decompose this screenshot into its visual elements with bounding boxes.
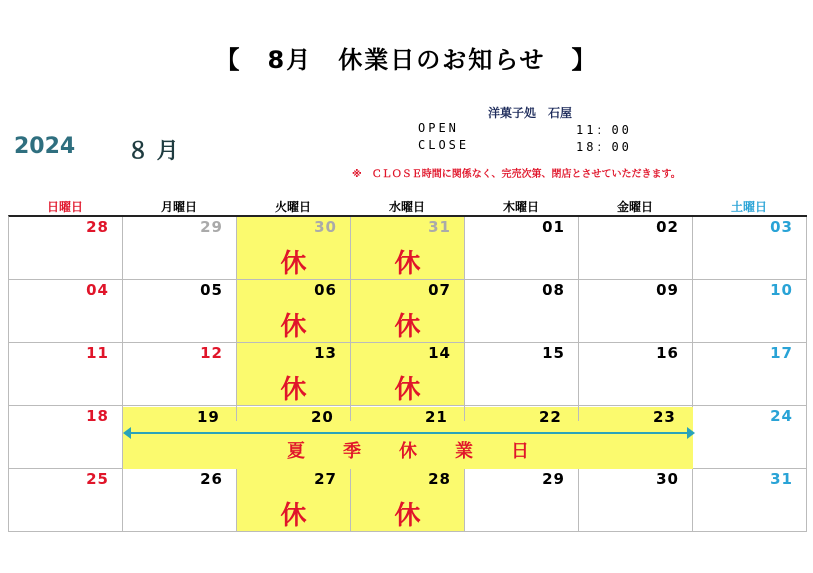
cell-divider [236,407,237,421]
day-cell [123,343,237,406]
closed-mark: 休 [394,375,421,405]
day-number: 03 [770,218,793,236]
day-cell [693,406,807,469]
day-number: 20 [311,408,334,426]
day-cell [123,217,237,280]
day-number: 10 [770,281,793,299]
day-cell [579,217,693,280]
close-hours-row [418,138,648,155]
calendar [8,194,806,531]
day-number: 15 [542,344,565,362]
closed-mark: 休 [394,312,421,342]
day-number: 31 [770,470,793,488]
day-number: 23 [653,408,676,426]
closed-mark: 休 [280,312,307,342]
day-number: 05 [200,281,223,299]
day-cell [9,469,123,532]
day-number: 29 [542,470,565,488]
day-cell [237,217,351,280]
day-cell [9,406,123,469]
day-number: 19 [197,408,220,426]
open-hours-row [418,121,648,138]
day-cell [579,469,693,532]
closed-mark: 休 [280,501,307,531]
day-number: 27 [314,470,337,488]
day-cell [693,280,807,343]
day-number: 14 [428,344,451,362]
double-arrow-icon [129,432,689,434]
day-number: 08 [542,281,565,299]
day-cell [693,469,807,532]
weekday-2: 火曜日 [274,200,311,214]
calendar-year: 2024 [14,134,76,159]
day-cell [465,469,579,532]
weekday-0: 日曜日 [46,200,83,214]
day-cell [237,343,351,406]
cell-divider [464,407,465,421]
summer-holiday-banner [123,407,693,469]
open-label: OPEN [418,121,459,135]
day-number: 16 [656,344,679,362]
day-cell [9,217,123,280]
day-cell [693,343,807,406]
day-cell [237,280,351,343]
day-cell [123,469,237,532]
weekday-4: 木曜日 [502,200,539,214]
day-cell [579,343,693,406]
day-number: 13 [314,344,337,362]
day-cell [351,343,465,406]
day-number: 04 [86,281,109,299]
weekday-6: 土曜日 [730,200,767,214]
day-number: 25 [86,470,109,488]
shop-name: 洋菓子処 石屋 [488,106,573,120]
weekday-5: 金曜日 [616,200,653,214]
day-cell [351,217,465,280]
day-number: 06 [314,281,337,299]
day-number: 11 [86,344,109,362]
notice-title: 【 8月 休業日のお知らせ 】 [215,46,598,74]
day-number: 30 [314,218,337,236]
closed-mark: 休 [280,249,307,279]
day-cell [9,343,123,406]
day-number: 22 [539,408,562,426]
day-cell [351,469,465,532]
day-number: 29 [200,218,223,236]
closed-mark: 休 [280,375,307,405]
day-number: 09 [656,281,679,299]
closed-mark: 休 [394,501,421,531]
day-cell [9,280,123,343]
day-number: 30 [656,470,679,488]
day-cell [351,280,465,343]
day-cell [465,343,579,406]
close-time: 18：00 [576,140,632,154]
open-time: 11：00 [576,123,632,137]
day-number: 17 [770,344,793,362]
day-number: 01 [542,218,565,236]
weekday-3: 水曜日 [388,200,425,214]
day-number: 28 [86,218,109,236]
day-number: 02 [656,218,679,236]
day-number: 21 [425,408,448,426]
weekday-header [8,194,806,215]
weekday-1: 月曜日 [160,200,197,214]
day-cell [465,280,579,343]
calendar-grid [8,215,807,532]
cell-divider [350,407,351,421]
business-hours [418,121,648,155]
day-cell [579,280,693,343]
day-cell [237,469,351,532]
day-cell [693,217,807,280]
closed-mark: 休 [394,249,421,279]
summer-holiday-label: 夏季休業日 [287,441,567,462]
day-number: 24 [770,407,793,425]
day-cell [123,280,237,343]
calendar-year-month [14,134,179,164]
calendar-month: ８ 月 [127,139,179,164]
closing-note: ※ ＣＬＯＳＥ時間に関係なく、完売次第、閉店とさせていただきます。 [352,169,681,180]
day-number: 31 [428,218,451,236]
day-number: 18 [86,407,109,425]
close-label: CLOSE [418,138,470,152]
day-number: 26 [200,470,223,488]
day-cell [465,217,579,280]
day-number: 28 [428,470,451,488]
cell-divider [578,407,579,421]
day-number: 12 [200,344,223,362]
day-number: 07 [428,281,451,299]
